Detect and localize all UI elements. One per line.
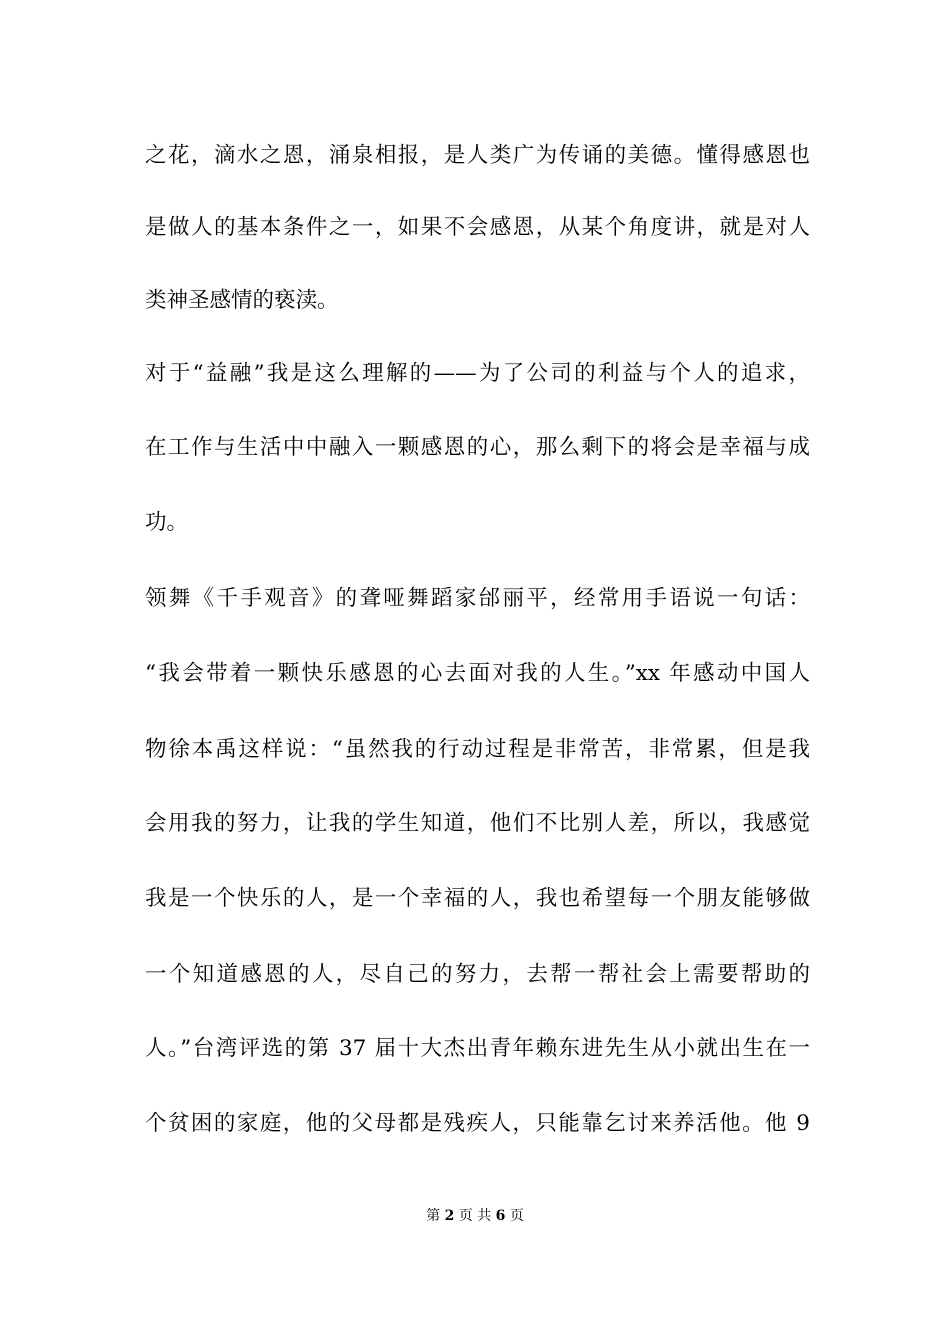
body-line-2: 是做人的基本条件之一，如果不会感恩，从某个角度讲，就是对人 bbox=[145, 215, 810, 240]
body-line-5: 在工作与生活中中融入一颗感恩的心，那么剩下的将会是幸福与成 bbox=[145, 435, 810, 460]
body-line-3: 类神圣感情的亵渎。 bbox=[145, 288, 339, 313]
body-line-9: 物徐本禹这样说：“虽然我的行动过程是非常苦，非常累，但是我 bbox=[145, 737, 810, 762]
body-line-14: 个贫困的家庭，他的父母都是残疾人，只能靠乞讨来养活他。他 9 bbox=[145, 1111, 810, 1136]
body-line-10: 会用我的努力，让我的学生知道，他们不比别人差，所以，我感觉 bbox=[145, 811, 810, 836]
body-line-13: 人。”台湾评选的第 37 届十大杰出青年赖东进先生从小就出生在一 bbox=[145, 1036, 810, 1061]
footer-suffix: 页 bbox=[509, 1208, 524, 1224]
footer-total-pages: 6 bbox=[495, 1208, 506, 1224]
body-line-4: 对于“益融”我是这么理解的——为了公司的利益与个人的追求， bbox=[145, 361, 810, 386]
body-line-7: 领舞《千手观音》的聋哑舞蹈家邰丽平，经常用手语说一句话： bbox=[145, 586, 810, 611]
footer-middle: 页 共 bbox=[458, 1208, 492, 1224]
page-footer bbox=[0, 1206, 950, 1226]
footer-page-number: 2 bbox=[444, 1208, 455, 1224]
body-line-1: 之花，滴水之恩，涌泉相报，是人类广为传诵的美德。懂得感恩也 bbox=[145, 143, 810, 168]
body-line-11: 我是一个快乐的人，是一个幸福的人，我也希望每一个朋友能够做 bbox=[145, 886, 810, 911]
body-line-6: 功。 bbox=[145, 510, 189, 535]
footer-prefix: 第 bbox=[426, 1208, 441, 1224]
body-line-12: 一个知道感恩的人，尽自己的努力，去帮一帮社会上需要帮助的 bbox=[145, 962, 810, 987]
body-line-8: “我会带着一颗快乐感恩的心去面对我的人生。”xx 年感动中国人 bbox=[145, 661, 810, 686]
